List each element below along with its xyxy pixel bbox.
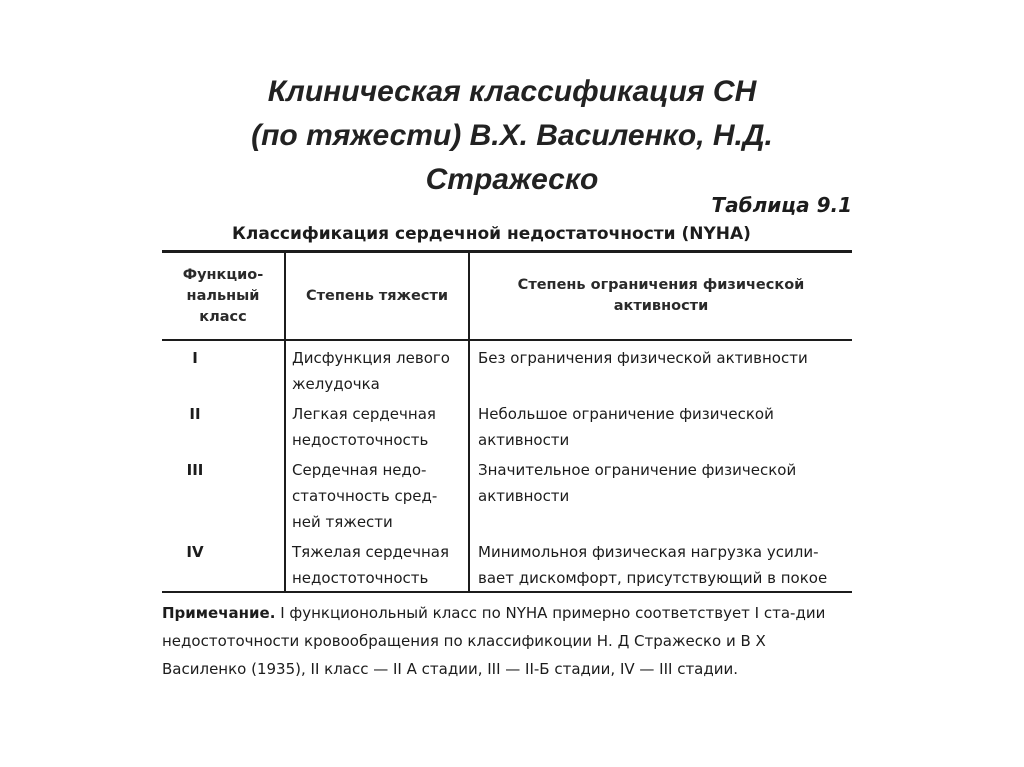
- row-3-class: [162, 453, 286, 535]
- row-4-severity: Тяжелая сердечная недостоточность: [286, 535, 470, 591]
- row-1-severity: Дисфункция левого желудочка: [286, 341, 470, 397]
- nyha-table-body: [162, 341, 852, 591]
- header-functional-class: Функцио-нальный класс: [162, 253, 286, 339]
- header-severity: Степень тяжести: [286, 253, 470, 339]
- slide-title-line-3: Стражеско: [425, 163, 599, 196]
- nyha-table-header: [162, 253, 852, 339]
- row-1-limitation: Без ограничения физической активности: [478, 349, 808, 367]
- row-2-severity: Легкая сердечная недостоточность: [286, 397, 470, 453]
- row-3-class-value: III: [186, 461, 204, 479]
- note-label: Примечание.: [162, 604, 276, 622]
- table-note: [162, 599, 852, 683]
- row-3-limitation: Значительное ограничение физической активности: [478, 461, 797, 505]
- row-2-limitation: Небольшое ограничение физической активности: [478, 405, 774, 449]
- row-4-class-value: IV: [186, 543, 204, 561]
- slide-title-line-1: Клиническая классификация СН: [267, 75, 757, 108]
- row-1-class-value: I: [192, 349, 198, 367]
- note-text: I функционольный класс по NYHA примерно соответствует I ста-дии недостоточности кровообращения по классификоции Н. Д Стражеско и В Х Василенко (1935), II класс — II А стадии, III — II-Б стадии, IV — III стадии.: [162, 604, 826, 678]
- slide-title: [150, 70, 874, 196]
- row-1-class: [162, 341, 286, 397]
- slide-title-line-2: (по тяжести) В.Х. Василенко, Н.Д.: [251, 119, 773, 152]
- row-2-class: [162, 397, 286, 453]
- table-bottom-rule: [162, 591, 852, 593]
- row-4-class: [162, 535, 286, 591]
- header-activity-limitation: Степень ограничения физической активности: [517, 277, 805, 314]
- scanned-table-image: [160, 192, 860, 683]
- row-4-limitation: Минимольноя физическая нагрузка усили-вает дискомфорт, присутствующий в покое: [478, 543, 828, 587]
- row-2-class-value: II: [189, 405, 201, 423]
- table-number: Таблица 9.1: [711, 193, 852, 217]
- row-3-severity: Сердечная недо-статочность сред-ней тяжести: [286, 453, 470, 535]
- table-caption: Классификация сердечной недостаточности (NYHA): [232, 224, 751, 244]
